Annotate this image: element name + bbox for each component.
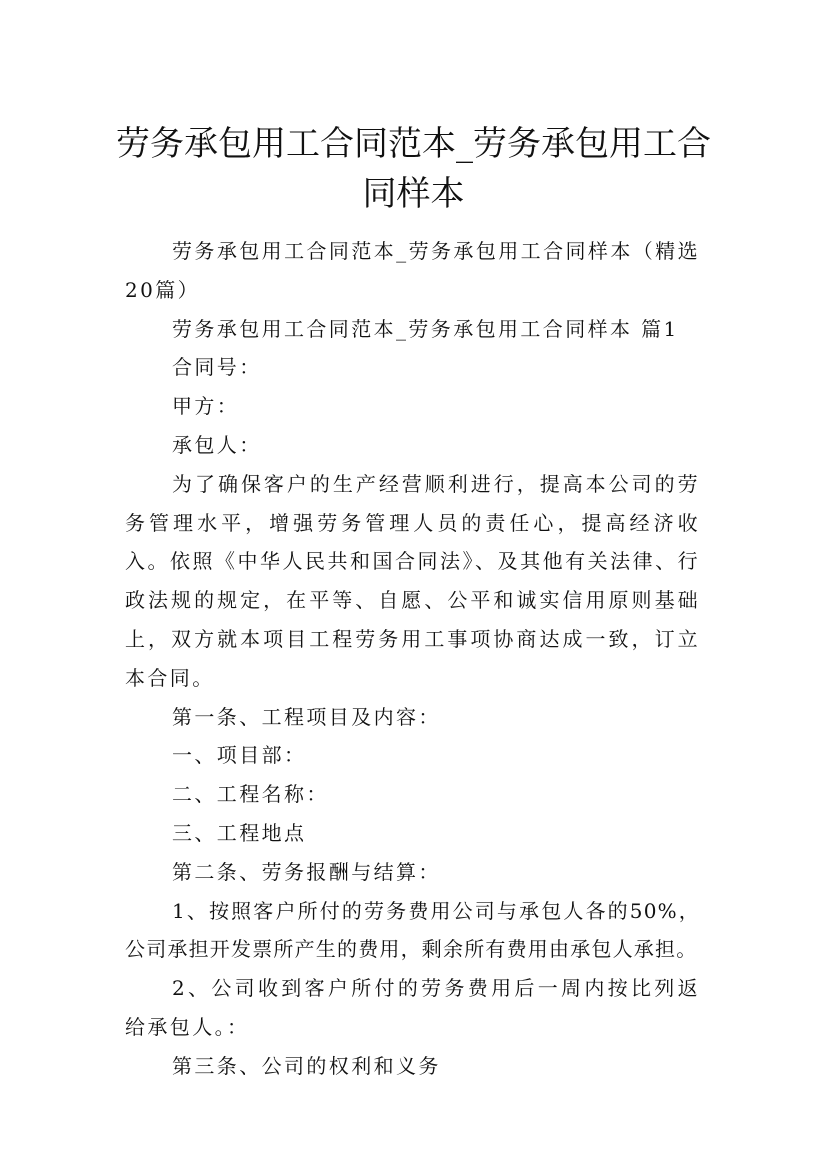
paragraph-contractor: 承包人： [172, 432, 262, 457]
paragraph-item-3: 三、工程地点 [172, 820, 307, 845]
document-body [125, 232, 700, 1086]
paragraph-clause-2: 2、公司收到客户所付的劳务费用后一周内按比列返给承包人。： [125, 976, 700, 1039]
paragraph-purpose: 为了确保客户的生产经营顺利进行，提高本公司的劳务管理水平，增强劳务管理人员的责任心，提高经济收入。依照《中华人民共和国合同法》、及其他有关法律、行政法规的规定，在平等、自愿、公平和诚实信用原则基础上，双方就本项目工程劳务用工事项协商达成一致，订立本合同。 [125, 471, 700, 690]
paragraph-article-2: 第二条、劳务报酬与结算： [172, 859, 441, 884]
paragraph-item-2: 二、工程名称： [172, 782, 329, 807]
paragraph-section-heading: 劳务承包用工合同范本_劳务承包用工合同样本 篇1 [172, 316, 679, 341]
paragraph-contract-number: 合同号： [172, 355, 262, 380]
paragraph-intro: 劳务承包用工合同范本_劳务承包用工合同样本（精选20篇） [125, 239, 700, 302]
document-title: 劳务承包用工合同范本_劳务承包用工合同样本 [116, 123, 711, 214]
paragraph-article-1: 第一条、工程项目及内容： [172, 704, 441, 729]
paragraph-article-3: 第三条、公司的权利和义务 [172, 1053, 441, 1078]
paragraph-clause-1: 1、按照客户所付的劳务费用公司与承包人各的50%，公司承担开发票所产生的费用，剩余所有费用由承包人承担。 [125, 898, 700, 962]
paragraph-item-1: 一、项目部： [172, 743, 307, 768]
paragraph-party-a: 甲方： [172, 394, 240, 419]
